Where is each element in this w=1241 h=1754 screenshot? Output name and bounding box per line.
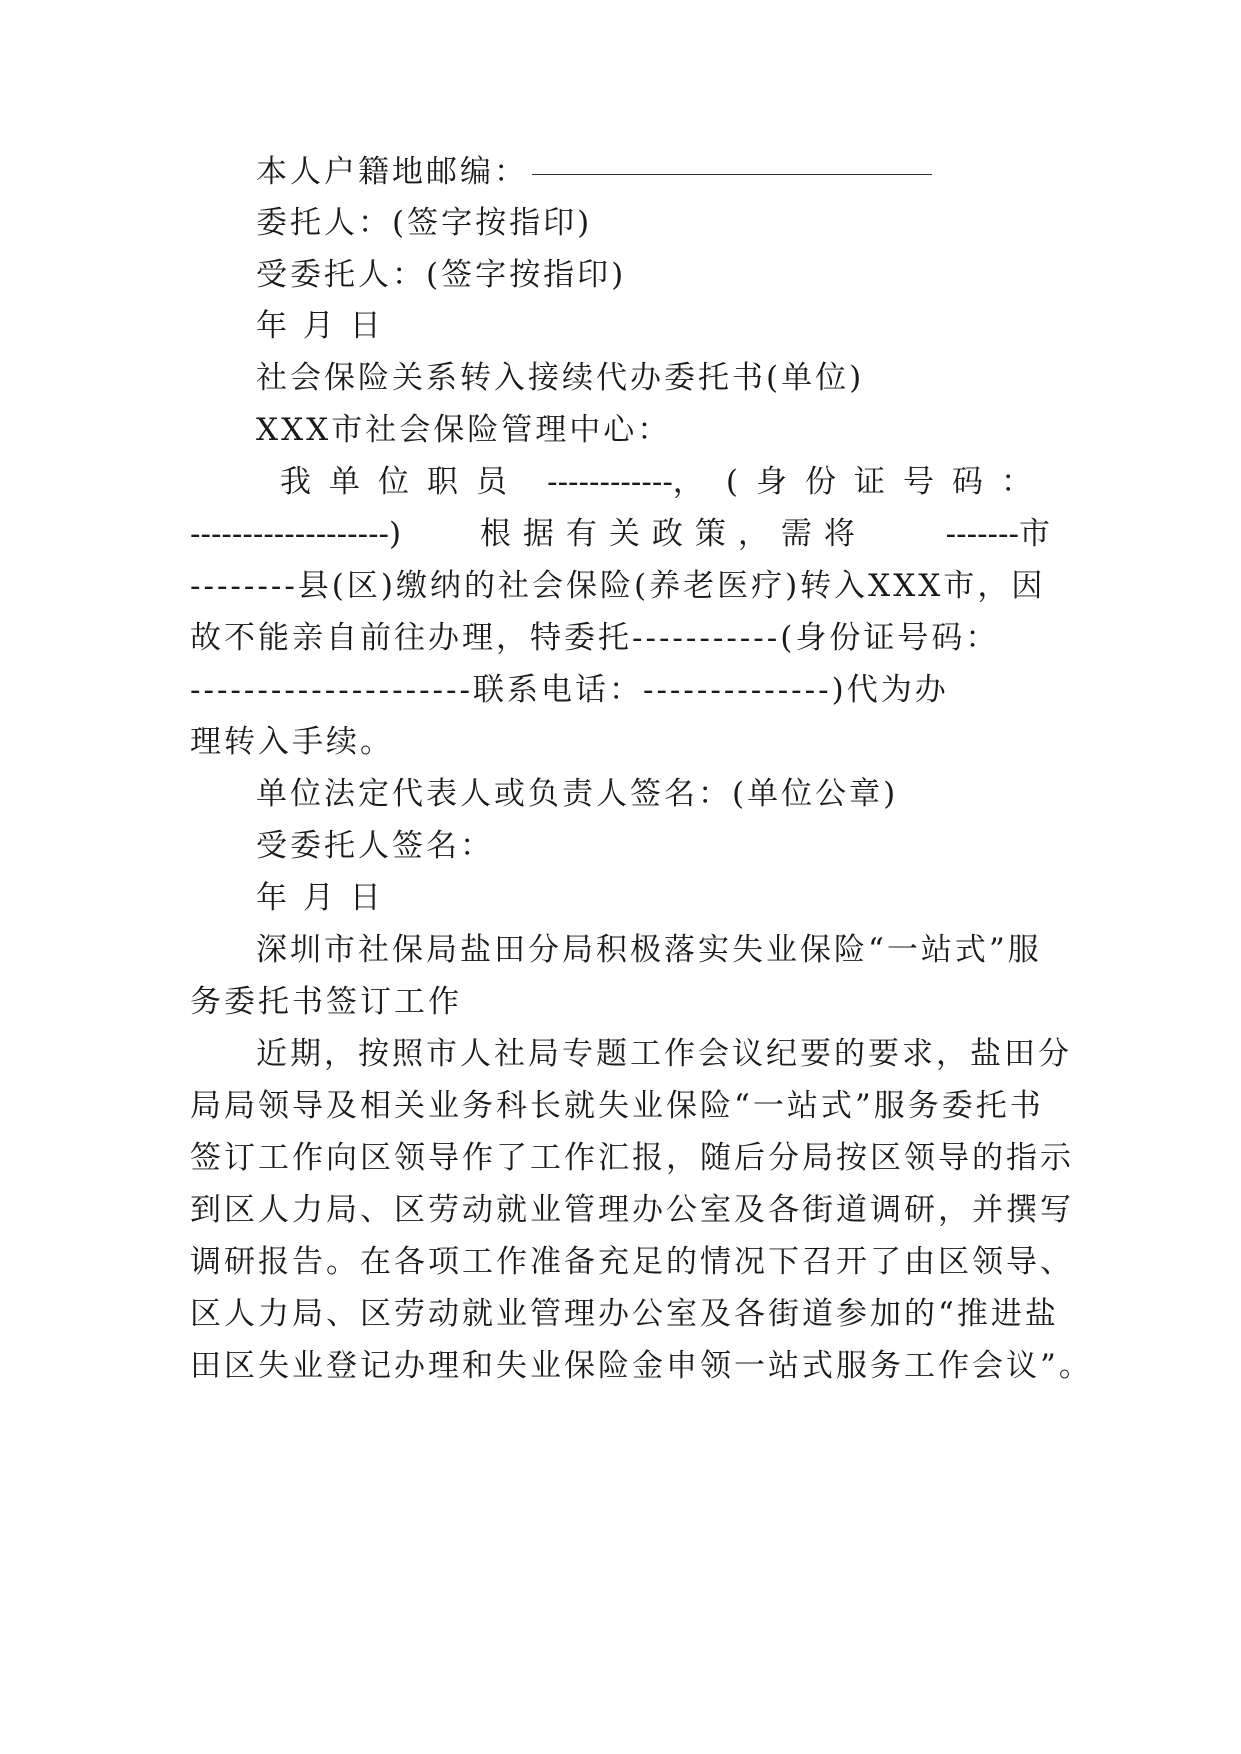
agent-signature-line: 受委托人：(签字按指印) — [256, 257, 627, 293]
date-line-2: 年 月 日 — [256, 880, 384, 916]
article-body-line-7: 田区失业登记办理和失业保险金申领一站式服务工作会议”。 — [190, 1348, 1093, 1384]
article-body-line-1: 近期，按照市人社局专题工作会议纪要的要求，盐田分 — [256, 1036, 1072, 1072]
article-body-line-3: 签订工作向区领导作了工作汇报，随后分局按区领导的指示 — [190, 1140, 1074, 1176]
id-number-blank: -------------------) — [190, 516, 402, 552]
id-number-label: (身份证号码： — [725, 464, 1050, 500]
addressee-line: XXX市社会保险管理中心： — [256, 412, 672, 448]
postcode-label: 本人户籍地邮编： — [256, 154, 528, 190]
principal-signature-line: 委托人：(签字按指印) — [256, 205, 593, 241]
postcode-line — [256, 152, 932, 192]
legal-rep-signature-line: 单位法定代表人或负责人签名：(单位公章) — [256, 776, 899, 812]
form-title: 社会保险关系转入接续代办委托书(单位) — [256, 360, 865, 396]
article-title-line-1: 深圳市社保局盐田分局积极落实失业保险“一站式”服 — [256, 932, 1042, 968]
body-line-3: --------县(区)缴纳的社会保险(养老医疗)转入XXX市，因 — [190, 568, 1046, 604]
article-body-line-4: 到区人力局、区劳动就业管理办公室及各街道调研，并撰写 — [190, 1192, 1074, 1228]
date-line: 年 月 日 — [256, 308, 384, 344]
article-body-line-5: 调研报告。在各项工作准备充足的情况下召开了由区领导、 — [190, 1244, 1074, 1280]
city-blank: -------市 — [945, 516, 1050, 552]
policy-text: 根据有关政策，需将 — [479, 516, 867, 552]
body-line-2 — [190, 514, 1050, 554]
employee-blank: ------------， — [547, 464, 704, 500]
body-line-5: ---------------------联系电话：--------------)代为办 — [190, 672, 949, 708]
body-line-6: 理转入手续。 — [190, 724, 394, 760]
body-line-4: 故不能亲自前往办理，特委托-----------(身份证号码： — [190, 620, 1000, 656]
article-title-line-2: 务委托书签订工作 — [190, 984, 462, 1020]
article-body-line-6: 区人力局、区劳动就业管理办公室及各街道参加的“推进盐 — [190, 1296, 1059, 1332]
agent-sign-line: 受委托人签名： — [256, 828, 494, 864]
article-body-line-2: 局局领导及相关业务科长就失业保险“一站式”服务委托书 — [190, 1088, 1044, 1124]
employee-label: 我单位职员 — [280, 464, 525, 500]
body-line-1 — [280, 462, 1050, 502]
postcode-blank — [532, 172, 932, 175]
